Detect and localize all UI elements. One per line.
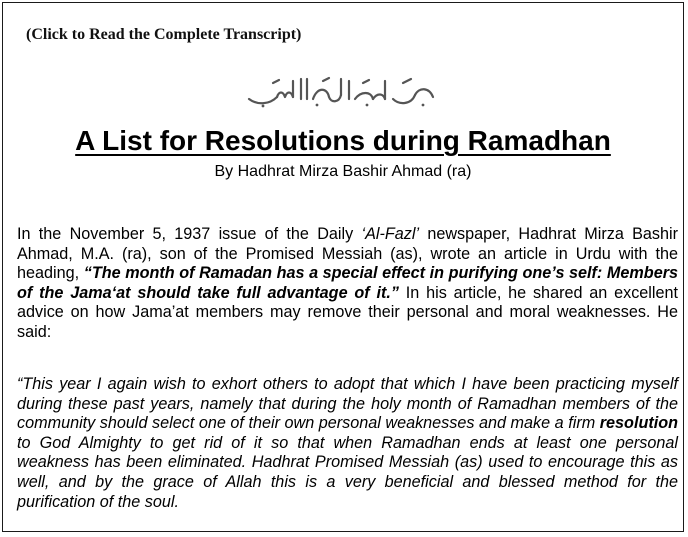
quote-paragraph <box>17 375 678 512</box>
bismillah-calligraphy <box>3 73 683 114</box>
intro-paragraph <box>17 225 678 343</box>
resolution-keyword: resolution <box>599 414 678 433</box>
transcript-link[interactable]: (Click to Read the Complete Transcript) <box>26 26 302 43</box>
article-byline: By Hadhrat Mirza Bashir Ahmad (ra) <box>214 163 472 180</box>
article-title: A List for Resolutions during Ramadhan <box>75 125 611 156</box>
intro-text-3: In his article, he shared an excellent advice on how Jama’at members may remove their personal and moral weaknesses. He said: <box>17 283 678 341</box>
quote-text-2: to God Almighty to get rid of it so that when Ramadhan ends at least one personal weakness has been eliminated. Hadhrat Promised Messiah (as) used to encourage this as well, and by the grace of Allah this is a very beneficial and blessed method for the purification of the soul. <box>17 433 678 511</box>
article-heading-quote: “The month of Ramadan has a special effect in purifying one’s self: Members of the Jama‘at should take full advantage of it.” <box>17 264 678 302</box>
quote-text-1: “This year I again wish to exhort others to adopt that which I have been practicing myself during these past years, namely that during the holy month of Ramadhan members of the community should select one of their own personal weaknesses and make a firm <box>17 375 678 433</box>
document-frame <box>2 2 684 532</box>
newspaper-name: ‘Al-Fazl’ <box>361 225 420 243</box>
intro-text-2: newspaper, Hadhrat Mirza Bashir Ahmad, M.A. (ra), son of the Promised Messiah (as), wrote an article in Urdu with the heading, <box>17 225 679 283</box>
bismillah-calligraphy-icon <box>243 73 443 109</box>
intro-text-1: In the November 5, 1937 issue of the Daily <box>17 225 362 243</box>
